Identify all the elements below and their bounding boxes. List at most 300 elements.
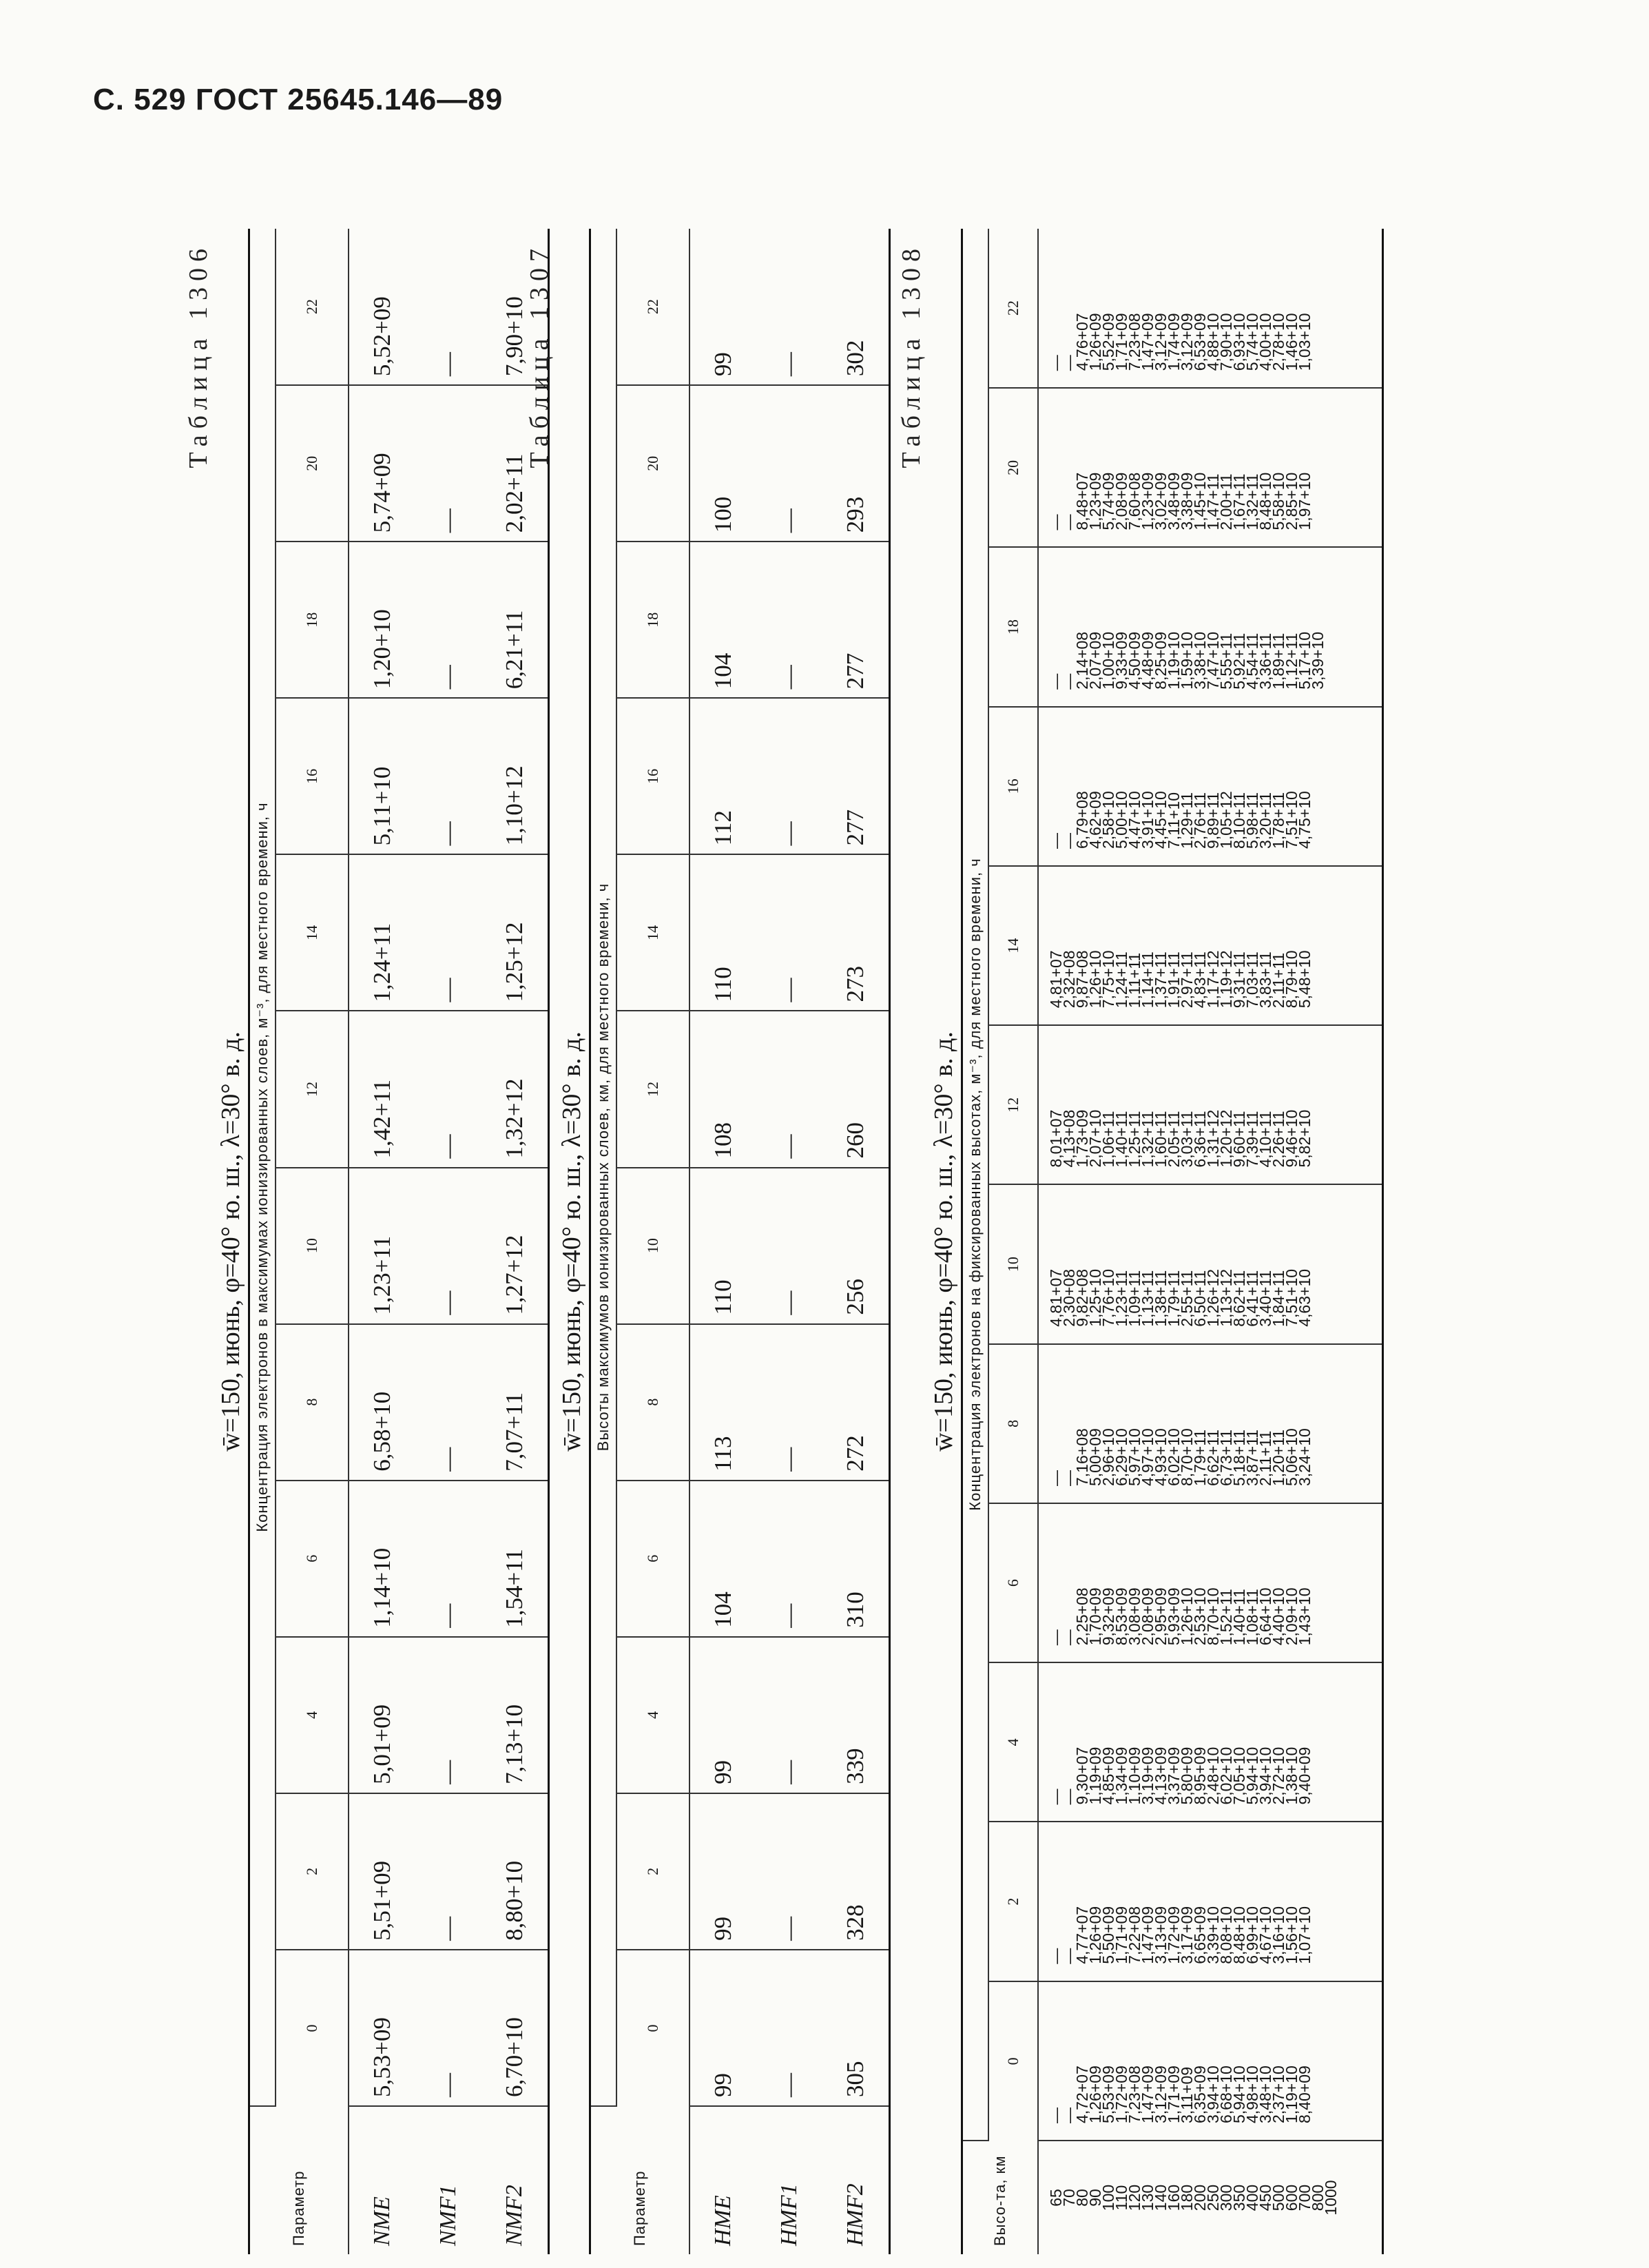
value-cell: 1,32+11 [1139, 1111, 1157, 1168]
value-cell: 4,67+10 [1256, 1906, 1274, 1964]
value-cell: — [415, 229, 481, 385]
data-table [961, 229, 1384, 2254]
hour-header: 6 [616, 1481, 689, 1637]
table-heading: w̄=150, июнь, φ=40° ю. ш., λ=30° в. д. [216, 1031, 245, 1452]
value-column [1038, 866, 1382, 1025]
value-cell: 2,58+10 [1099, 791, 1117, 849]
value-cell: 112 [689, 698, 756, 854]
value-cell: 2,08+09 [1139, 1587, 1157, 1646]
value-cell: 1,07+10 [1296, 1906, 1314, 1964]
value-column [1038, 1822, 1382, 1981]
height-value: 250 [1204, 2184, 1222, 2212]
value-cell: 1,37+11 [1152, 951, 1170, 1009]
hour-header: 20 [616, 385, 689, 542]
value-cell: 1,27+12 [481, 1168, 549, 1324]
height-value: 90 [1086, 2189, 1104, 2207]
value-cell: 3,12+09 [1152, 313, 1170, 371]
value-cell: 6,68+10 [1217, 2065, 1235, 2123]
value-cell: 1,40+11 [1230, 1589, 1248, 1646]
value-cell: 2,05+11 [1165, 1111, 1183, 1168]
value-cell: 1,24+11 [349, 854, 415, 1011]
value-cell: 5,00+10 [1112, 791, 1130, 849]
value-cell: 1,12+11 [1283, 632, 1300, 690]
param-name: NMF2 [501, 2185, 527, 2246]
value-cell: 4,48+09 [1139, 631, 1157, 690]
table-label: Таблица 1306 [184, 243, 213, 468]
value-cell: 1,13+11 [1139, 1270, 1157, 1327]
value-cell: 1,14+10 [349, 1481, 415, 1637]
value-cell: 4,81+07 [1047, 950, 1065, 1009]
value-cell: 4,88+10 [1204, 313, 1222, 371]
value-cell: 4,97+10 [1139, 1428, 1157, 1486]
height-value: 110 [1112, 2185, 1130, 2211]
value-cell: 2,26+11 [1269, 1111, 1287, 1168]
value-cell: 2,30+08 [1060, 1268, 1078, 1327]
value-cell: 8,80+10 [481, 1793, 549, 1950]
value-cell: 5,93+09 [1165, 1587, 1183, 1646]
value-cell: 3,94+10 [1204, 2065, 1222, 2123]
value-cell: 7,22+08 [1126, 1906, 1143, 1964]
value-cell: 1,26+10 [1178, 1587, 1196, 1646]
value-cell: 1,10+12 [481, 698, 549, 854]
value-cell: 6,36+11 [1191, 1111, 1209, 1168]
value-cell: 1,26+09 [1086, 1906, 1104, 1964]
value-cell: 9,31+11 [1230, 951, 1248, 1009]
hours-row [276, 229, 349, 2254]
value-cell: 1,89+11 [1269, 632, 1287, 690]
value-column [1038, 548, 1382, 707]
table-label: Таблица 1307 [525, 243, 554, 468]
value-cell: 7,51+10 [1283, 791, 1300, 849]
table-row [689, 229, 756, 2254]
value-cell: 100 [689, 385, 756, 542]
value-cell: 2,37+10 [1269, 2065, 1287, 2123]
value-cell: 1,60+11 [1152, 1111, 1170, 1168]
value-cell: 6,93+10 [1230, 313, 1248, 371]
value-cell: 1,09+11 [1126, 1270, 1143, 1327]
height-value: 140 [1152, 2184, 1170, 2212]
value-cell: 3,39+10 [1309, 631, 1327, 690]
sub-caption: Концентрация электронов на фиксированных высотах, м⁻³, для местного времени, ч [962, 229, 989, 2141]
value-cell: 8,10+11 [1230, 792, 1248, 849]
value-cell: 6,64+10 [1256, 1587, 1274, 1646]
param-header: Параметр [590, 2106, 690, 2254]
value-cell: 3,38+09 [1178, 472, 1196, 530]
value-cell: 5,52+09 [349, 229, 415, 385]
value-cell: 1,38+11 [1152, 1270, 1170, 1327]
value-cell: — [1047, 514, 1065, 530]
value-cell: 1,05+12 [1217, 791, 1235, 849]
value-column [1038, 1981, 1382, 2141]
value-cell: 2,07+09 [1086, 631, 1104, 690]
value-column [1038, 388, 1382, 547]
value-cell: 256 [822, 1168, 890, 1324]
value-cell: 1,52+11 [1217, 1589, 1235, 1646]
hour-header: 20 [276, 385, 349, 542]
value-cell: 4,75+10 [1296, 791, 1314, 849]
value-cell: 3,02+09 [1152, 472, 1170, 530]
value-cell: 1,71+09 [1112, 1906, 1130, 1964]
value-cell: 5,51+09 [349, 1793, 415, 1950]
data-table [589, 229, 891, 2254]
value-cell: 4,45+10 [1152, 791, 1170, 849]
height-value: 80 [1073, 2189, 1091, 2207]
value-cell: 1,46+10 [1283, 313, 1300, 371]
value-cell: 2,53+10 [1191, 1587, 1209, 1646]
value-cell: 1,70+09 [1086, 1587, 1104, 1646]
value-cell: 1,71+09 [1112, 313, 1130, 371]
param-name: HMF1 [776, 2183, 802, 2246]
value-cell: 1,20+10 [349, 542, 415, 698]
value-cell: 113 [689, 1324, 756, 1481]
value-cell: 6,70+10 [481, 1950, 549, 2106]
value-cell: — [1060, 2107, 1078, 2123]
table-1308 [885, 229, 1384, 2254]
value-cell: — [415, 1481, 481, 1637]
value-cell [1325, 1186, 1338, 1327]
value-cell: 4,62+09 [1086, 791, 1104, 849]
height-value: 160 [1165, 2184, 1183, 2212]
value-cell: — [756, 1324, 822, 1481]
value-cell [1325, 1345, 1338, 1486]
value-column [1038, 1503, 1382, 1662]
value-cell [1325, 1823, 1338, 1964]
value-cell: 7,03+11 [1243, 951, 1261, 1009]
value-cell: 7,90+10 [481, 229, 549, 385]
value-cell: 5,50+09 [1099, 1906, 1117, 1964]
value-cell: 6,53+09 [1191, 313, 1209, 371]
hours-row [988, 229, 1038, 2254]
value-cell: 5,98+11 [1243, 792, 1261, 849]
hour-header: 14 [988, 866, 1038, 1025]
hour-header: 6 [988, 1503, 1038, 1662]
value-cell: 1,06+11 [1099, 1111, 1117, 1168]
hour-header: 2 [988, 1822, 1038, 1981]
value-cell: 1,38+10 [1283, 1746, 1300, 1805]
value-cell: 1,26+12 [1204, 1268, 1222, 1327]
value-cell: 1,91+11 [1165, 951, 1183, 1009]
hour-header: 16 [988, 707, 1038, 866]
value-cell: 5,74+09 [1099, 472, 1117, 530]
value-cell: 5,92+11 [1230, 632, 1248, 690]
value-cell: 5,58+10 [1269, 472, 1287, 530]
value-cell: 1,40+11 [1112, 1111, 1130, 1168]
value-cell: 1,47+09 [1139, 313, 1157, 371]
hour-header: 2 [276, 1793, 349, 1950]
height-value: 300 [1217, 2184, 1235, 2212]
value-cell: 302 [822, 229, 890, 385]
value-cell: 4,72+07 [1073, 2065, 1091, 2123]
value-cell: 1,43+10 [1296, 1587, 1314, 1646]
value-cell: 2,09+10 [1283, 1587, 1300, 1646]
height-value: 350 [1230, 2184, 1248, 2212]
value-cell: 1,19+10 [1283, 2065, 1300, 2123]
value-cell: 2,32+08 [1060, 950, 1078, 1009]
value-cell: 1,56+10 [1283, 1906, 1300, 1964]
table-row [415, 229, 481, 2254]
value-cell: 5,97+10 [1126, 1428, 1143, 1486]
value-column [1038, 1344, 1382, 1503]
value-cell: 1,23+09 [1139, 472, 1157, 530]
value-cell: 104 [689, 542, 756, 698]
param-name: NME [369, 2196, 395, 2246]
value-cell: 2,85+10 [1283, 472, 1300, 530]
table-row [1038, 229, 1382, 2254]
sub-caption: Высоты максимумов ионизированных слоев, км, для местного времени, ч [590, 229, 617, 2106]
value-cell: — [1047, 1788, 1065, 1805]
hour-header: 18 [616, 542, 689, 698]
hour-header: 10 [276, 1168, 349, 1324]
value-cell: 8,79+10 [1283, 950, 1300, 1009]
value-column [1038, 707, 1382, 866]
value-cell: 2,02+11 [481, 385, 549, 542]
value-cell: — [415, 1793, 481, 1950]
value-cell: 99 [689, 1637, 756, 1793]
value-cell: 8,95+09 [1191, 1746, 1209, 1805]
value-cell: 1,20+11 [1269, 1429, 1287, 1486]
value-cell: 3,94+10 [1256, 1746, 1274, 1805]
value-cell: — [415, 1324, 481, 1481]
value-cell: 4,40+10 [1269, 1587, 1287, 1646]
value-cell: 1,42+11 [349, 1011, 415, 1167]
value-cell: 1,47+09 [1139, 2065, 1157, 2123]
hour-header: 4 [988, 1662, 1038, 1822]
value-cell: 3,38+10 [1191, 631, 1209, 690]
hour-header: 0 [276, 1950, 349, 2106]
value-cell: 7,16+08 [1073, 1428, 1091, 1486]
table-1306 [172, 229, 550, 2254]
table-row [822, 229, 890, 2254]
value-cell: 3,48+10 [1256, 2065, 1274, 2123]
value-cell: 6,65+09 [1191, 1906, 1209, 1964]
value-cell: 1,47+11 [1204, 473, 1222, 530]
value-cell: 4,63+10 [1296, 1268, 1314, 1327]
param-name: HMF2 [842, 2183, 868, 2246]
value-cell: 272 [822, 1324, 890, 1481]
value-cell: 1,19+09 [1086, 1746, 1104, 1805]
param-header: Параметр [249, 2106, 349, 2254]
value-cell: 1,79+11 [1165, 1270, 1183, 1327]
hour-header: 8 [616, 1324, 689, 1481]
value-cell: — [1060, 1470, 1078, 1486]
value-cell: 7,60+08 [1126, 472, 1143, 530]
value-cell [1325, 708, 1338, 849]
hour-header: 18 [988, 548, 1038, 707]
value-cell: 4,85+09 [1099, 1746, 1117, 1805]
value-cell: 8,08+10 [1217, 1906, 1235, 1964]
value-cell: — [1047, 833, 1065, 849]
value-cell: 1,13+12 [1217, 1268, 1235, 1327]
hour-header: 22 [616, 229, 689, 385]
value-cell: 1,97+10 [1296, 472, 1314, 530]
value-cell: — [1060, 1948, 1078, 1964]
value-cell: — [756, 1637, 822, 1793]
value-cell: 1,25+10 [1086, 1268, 1104, 1327]
value-cell: 1,20+12 [1217, 1109, 1235, 1168]
value-cell: 9,60+11 [1230, 1111, 1248, 1168]
value-cell: 3,91+10 [1139, 791, 1157, 849]
value-cell: 5,11+10 [349, 698, 415, 854]
value-column [1038, 1662, 1382, 1822]
value-cell: — [415, 1168, 481, 1324]
value-cell: 1,19+10 [1165, 631, 1183, 690]
value-cell: — [1060, 355, 1078, 371]
value-cell: 7,90+10 [1217, 313, 1235, 371]
value-cell: 99 [689, 1950, 756, 2106]
value-cell: — [415, 542, 481, 698]
value-cell: — [1047, 2107, 1065, 2123]
table-label: Таблица 1308 [897, 243, 926, 468]
value-cell: 8,48+10 [1230, 1906, 1248, 1964]
value-cell: 1,24+11 [1112, 951, 1130, 1009]
table-heading: w̄=150, июнь, φ=40° ю. ш., λ=30° в. д. [557, 1031, 586, 1452]
hour-header: 8 [988, 1344, 1038, 1503]
value-cell: 4,76+07 [1073, 313, 1091, 371]
value-cell: 3,12+09 [1178, 313, 1196, 371]
value-cell: 2,97+11 [1178, 951, 1196, 1009]
value-cell: — [756, 698, 822, 854]
value-cell: 6,29+10 [1112, 1428, 1130, 1486]
hour-header: 10 [616, 1168, 689, 1324]
value-cell: 1,19+12 [1217, 950, 1235, 1009]
value-cell: 1,72+09 [1112, 2065, 1130, 2123]
value-cell: — [1060, 1629, 1078, 1646]
value-cell: 4,77+07 [1073, 1906, 1091, 1964]
value-cell: 1,25+11 [1126, 1111, 1143, 1168]
height-value: 450 [1256, 2184, 1274, 2212]
value-cell [1325, 1663, 1338, 1804]
value-cell: — [1060, 514, 1078, 530]
value-cell: 1,67+11 [1230, 473, 1248, 530]
value-cell: 339 [822, 1637, 890, 1793]
value-cell: 9,82+08 [1073, 1268, 1091, 1327]
value-cell: — [1047, 1948, 1065, 1964]
value-cell: — [415, 1950, 481, 2106]
value-cell: 4,98+10 [1243, 2065, 1261, 2123]
value-cell: 7,13+10 [481, 1637, 549, 1793]
value-cell: 2,76+11 [1191, 792, 1209, 849]
value-cell: 8,48+07 [1073, 472, 1091, 530]
value-cell: 5,17+10 [1296, 631, 1314, 690]
value-cell: 7,05+10 [1230, 1746, 1248, 1805]
value-cell: 9,40+09 [1296, 1746, 1314, 1805]
value-cell: 5,55+11 [1217, 632, 1235, 690]
value-cell: 9,89+11 [1204, 792, 1222, 849]
value-cell: 1,23+09 [1086, 472, 1104, 530]
value-cell: 2,11+11 [1269, 952, 1287, 1009]
value-cell: 5,18+11 [1230, 1429, 1248, 1486]
value-cell: 9,30+07 [1073, 1746, 1091, 1805]
value-cell: 5,80+09 [1178, 1746, 1196, 1805]
height-value: 120 [1126, 2184, 1143, 2212]
hour-header: 10 [988, 1185, 1038, 1344]
value-cell: 2,95+09 [1152, 1587, 1170, 1646]
value-cell: 2,00+11 [1217, 473, 1235, 530]
value-cell: 3,13+09 [1152, 1906, 1170, 1964]
hour-header: 22 [276, 229, 349, 385]
value-cell: — [756, 1793, 822, 1950]
value-cell: — [1047, 355, 1065, 371]
value-cell: 3,39+10 [1204, 1906, 1222, 1964]
value-cell: 2,14+08 [1073, 631, 1091, 690]
value-cell: 104 [689, 1481, 756, 1637]
hour-header: 18 [276, 542, 349, 698]
height-column [1038, 2141, 1382, 2254]
value-cell: 3,48+09 [1165, 472, 1183, 530]
value-cell: 5,74+09 [349, 385, 415, 542]
value-cell: — [756, 1950, 822, 2106]
value-cell: — [756, 229, 822, 385]
value-cell: 6,99+10 [1243, 1906, 1261, 1964]
value-cell: 5,82+10 [1296, 1109, 1314, 1168]
height-value: 70 [1060, 2189, 1078, 2207]
value-cell: 3,24+10 [1296, 1428, 1314, 1486]
value-cell [1325, 1026, 1338, 1167]
value-cell: 2,55+11 [1178, 1270, 1196, 1327]
value-cell: 4,13+09 [1152, 1746, 1170, 1805]
value-cell: 1,31+12 [1204, 1109, 1222, 1168]
value-cell: 273 [822, 854, 890, 1011]
value-cell: 3,03+11 [1178, 1111, 1196, 1168]
hour-header: 12 [616, 1011, 689, 1167]
param-name: NMF1 [435, 2185, 461, 2246]
value-cell: — [756, 854, 822, 1011]
value-cell: 4,10+11 [1256, 1111, 1274, 1168]
value-cell: 4,47+10 [1126, 791, 1143, 849]
value-cell [1325, 229, 1338, 371]
value-column [1038, 1185, 1382, 1344]
value-cell: 8,40+09 [1296, 2065, 1314, 2123]
hour-header: 22 [988, 229, 1038, 388]
value-cell: 4,93+10 [1152, 1428, 1170, 1486]
hour-header: 20 [988, 388, 1038, 547]
value-cell: 110 [689, 1168, 756, 1324]
value-cell: 2,08+09 [1112, 472, 1130, 530]
value-cell: 2,72+10 [1269, 1746, 1287, 1805]
value-cell: 2,11+11 [1256, 1430, 1274, 1486]
value-cell: 1,26+10 [1086, 950, 1104, 1009]
value-cell: 5,52+09 [1099, 313, 1117, 371]
height-value: 700 [1296, 2184, 1314, 2212]
value-cell: — [756, 542, 822, 698]
value-cell: 4,50+09 [1126, 631, 1143, 690]
value-cell: 3,36+11 [1256, 632, 1274, 690]
value-cell: 1,71+09 [1165, 2065, 1183, 2123]
value-cell: 1,73+09 [1073, 1109, 1091, 1168]
value-column [1038, 1025, 1382, 1184]
value-cell: 1,26+09 [1086, 313, 1104, 371]
value-cell: 2,78+10 [1269, 313, 1287, 371]
value-cell: 7,75+10 [1099, 950, 1117, 1009]
value-cell: 277 [822, 698, 890, 854]
value-cell: 8,48+10 [1256, 472, 1274, 530]
value-cell [1325, 867, 1338, 1008]
value-cell: 6,02+10 [1217, 1746, 1235, 1805]
value-cell: 1,23+11 [349, 1168, 415, 1324]
value-cell: 1,59+10 [1178, 631, 1196, 690]
value-cell [1325, 1982, 1338, 2123]
hour-header: 12 [988, 1025, 1038, 1184]
value-cell: 3,16+10 [1269, 1906, 1287, 1964]
value-cell: 260 [822, 1011, 890, 1167]
value-cell: 7,51+10 [1283, 1268, 1300, 1327]
value-cell: 99 [689, 229, 756, 385]
value-cell: 8,25+09 [1152, 631, 1170, 690]
height-value: 500 [1269, 2184, 1287, 2212]
hour-header: 8 [276, 1324, 349, 1481]
value-cell: 293 [822, 385, 890, 542]
value-cell: — [415, 1637, 481, 1793]
